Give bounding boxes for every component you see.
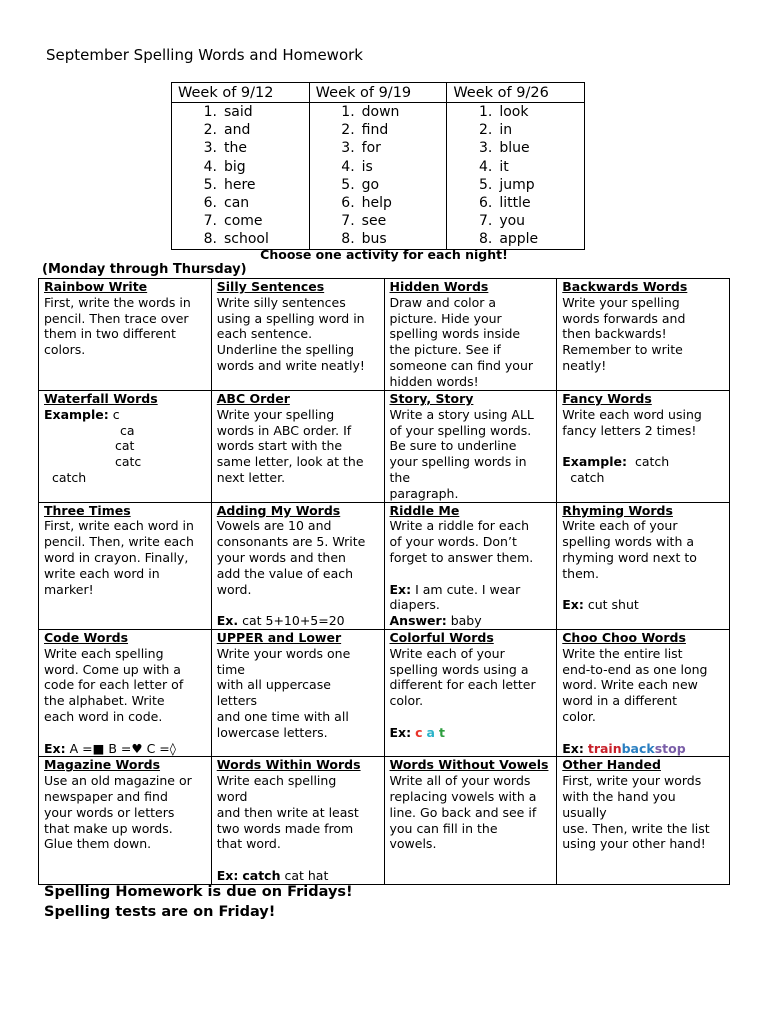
word-number: 3. bbox=[341, 140, 355, 157]
waterfall-step: catch bbox=[52, 469, 87, 485]
example-label: Example: bbox=[44, 406, 109, 422]
activity-text: with all uppercase bbox=[216, 677, 331, 693]
week-header: Week of 9/12 bbox=[172, 83, 310, 103]
activity-title: Other Handed bbox=[562, 757, 661, 773]
activity-text: spelling words inside bbox=[389, 326, 521, 342]
week-words-cell bbox=[172, 103, 310, 250]
example-value: catch bbox=[634, 454, 670, 470]
word-text: in bbox=[499, 122, 513, 139]
spelling-word bbox=[172, 194, 309, 212]
activity-text: marker! bbox=[44, 581, 94, 597]
activity-text: Write silly sentences bbox=[216, 294, 346, 310]
activity-text: spelling words with a bbox=[562, 534, 695, 550]
activity-text: the alphabet. Write bbox=[44, 693, 165, 709]
activity-text: words forwards and bbox=[562, 310, 686, 326]
activity-cell-waterfall bbox=[39, 391, 212, 503]
activity-title: Waterfall Words bbox=[44, 391, 158, 406]
activity-text: Write your spelling bbox=[216, 406, 335, 422]
spelling-word bbox=[447, 139, 584, 157]
activity-text: line. Go back and see if bbox=[389, 804, 537, 820]
spelling-word bbox=[172, 158, 309, 176]
activity-cell bbox=[39, 502, 212, 629]
spelling-word bbox=[447, 212, 584, 230]
word-text: it bbox=[499, 158, 509, 175]
activity-text: Write the entire list bbox=[562, 645, 683, 661]
activity-text: word. Write each new bbox=[562, 677, 698, 693]
word-text: apple bbox=[499, 231, 539, 248]
word-text: blue bbox=[499, 140, 530, 157]
waterfall-step: cat bbox=[115, 438, 135, 454]
example-label: Ex: bbox=[562, 740, 584, 756]
word-number: 7. bbox=[478, 213, 493, 230]
activity-text: Write all of your words bbox=[389, 773, 531, 789]
word-text: see bbox=[361, 213, 387, 230]
word-text: big bbox=[224, 158, 246, 175]
example-label: Ex: bbox=[389, 581, 412, 597]
example-value: cat 5+10+5=20 bbox=[242, 613, 345, 629]
spelling-word bbox=[172, 212, 309, 230]
activity-text: Draw and color a bbox=[389, 294, 497, 310]
word-number: 6. bbox=[203, 194, 217, 211]
activity-text: lowercase letters. bbox=[216, 724, 328, 740]
activity-text: First, write the words in bbox=[44, 294, 191, 310]
activity-title: Silly Sentences bbox=[216, 279, 325, 294]
activity-text: them. bbox=[562, 565, 599, 581]
activity-title: Magazine Words bbox=[44, 757, 161, 773]
example-label: Ex: bbox=[389, 724, 412, 740]
choo-word-part: stop bbox=[654, 740, 686, 756]
activity-text: write each word in bbox=[44, 565, 160, 581]
word-text: look bbox=[499, 104, 529, 120]
activity-text: and then write at least bbox=[216, 804, 359, 820]
activity-cell-fancy bbox=[557, 391, 730, 503]
activity-text: same letter, look at the bbox=[216, 454, 364, 470]
activity-text: then backwards! bbox=[562, 326, 667, 342]
activity-cell-riddle bbox=[384, 502, 557, 629]
example-line bbox=[562, 741, 724, 757]
activity-text: you can fill in the bbox=[389, 820, 498, 836]
spelling-word bbox=[310, 121, 447, 139]
answer-line bbox=[390, 613, 552, 629]
spelling-word bbox=[447, 121, 584, 139]
example-label: Ex: bbox=[562, 597, 584, 613]
activity-text: word. bbox=[216, 581, 252, 597]
spelling-word bbox=[172, 103, 309, 121]
activity-text: fancy letters 2 times! bbox=[562, 422, 697, 438]
spelling-word bbox=[310, 212, 447, 230]
activity-text: Write each of your bbox=[562, 518, 678, 534]
spelling-word bbox=[447, 230, 584, 248]
word-number: 1. bbox=[203, 104, 217, 120]
word-number: 8. bbox=[203, 231, 217, 248]
activity-text: that make up words. bbox=[44, 820, 173, 836]
activity-text: Use an old magazine or bbox=[44, 773, 192, 789]
activity-text: newspaper and find bbox=[44, 788, 168, 804]
activity-text: word in crayon. Finally, bbox=[44, 549, 189, 565]
activity-text: the picture. See if bbox=[389, 342, 501, 358]
activity-text: use. Then, write the list bbox=[562, 820, 710, 836]
activity-text: vowels. bbox=[389, 836, 437, 852]
spelling-word bbox=[172, 139, 309, 157]
activity-text: someone can find your bbox=[389, 357, 533, 373]
word-number: 4. bbox=[478, 158, 493, 175]
activity-text: usually bbox=[562, 804, 607, 820]
word-text: find bbox=[361, 122, 389, 139]
activity-text: Glue them down. bbox=[44, 836, 152, 852]
activity-title: Story, Story bbox=[389, 391, 474, 406]
spelling-word bbox=[310, 176, 447, 194]
week-header: Week of 9/19 bbox=[309, 83, 447, 103]
word-text: little bbox=[499, 194, 531, 211]
choose-instruction: Choose one activity for each night! bbox=[260, 247, 508, 262]
example-line bbox=[217, 613, 379, 629]
activity-cell bbox=[211, 502, 384, 629]
example-value: I am cute. I wear bbox=[415, 581, 521, 597]
activity-cell-within bbox=[211, 757, 384, 884]
spelling-word bbox=[447, 176, 584, 194]
colored-letter: a bbox=[426, 724, 435, 740]
choo-word-part: train bbox=[587, 740, 622, 756]
activity-cell bbox=[211, 279, 384, 391]
activity-cell-colorful bbox=[384, 629, 557, 756]
word-number: 4. bbox=[203, 158, 217, 175]
page-title: September Spelling Words and Homework bbox=[46, 46, 363, 64]
activity-text: Underline the spelling bbox=[216, 342, 355, 358]
example-line bbox=[44, 407, 206, 423]
colored-letter: c bbox=[415, 724, 423, 740]
activity-text: that word. bbox=[216, 836, 281, 852]
activity-cell bbox=[39, 279, 212, 391]
word-text: help bbox=[361, 194, 392, 211]
spelling-word bbox=[310, 194, 447, 212]
word-number: 5. bbox=[341, 176, 355, 193]
activity-text: picture. Hide your bbox=[389, 310, 502, 326]
activity-cell bbox=[211, 629, 384, 756]
example-line bbox=[562, 454, 724, 470]
activity-text: your words and then bbox=[216, 549, 346, 565]
spelling-word bbox=[447, 158, 584, 176]
word-text: go bbox=[361, 176, 380, 193]
footer-due-note: Spelling Homework is due on Fridays! bbox=[44, 884, 353, 900]
activity-cell bbox=[557, 502, 730, 629]
week-words-cell bbox=[309, 103, 447, 250]
activity-title: Words Without Vowels bbox=[389, 757, 549, 773]
activity-text: Vowels are 10 and bbox=[216, 518, 332, 534]
activity-text: each word in code. bbox=[44, 708, 163, 724]
activity-text: of your words. Don’t bbox=[389, 534, 517, 550]
activity-text: First, write your words bbox=[562, 773, 702, 789]
activity-title: Riddle Me bbox=[389, 502, 460, 518]
word-number: 3. bbox=[203, 140, 217, 157]
activity-cell-choo bbox=[557, 629, 730, 756]
activity-text: Be sure to underline bbox=[389, 438, 517, 454]
activity-text: Write each word using bbox=[562, 406, 702, 422]
activity-text: Write a riddle for each bbox=[389, 518, 530, 534]
activity-text: two words made from bbox=[216, 820, 354, 836]
word-number: 1. bbox=[341, 104, 355, 120]
word-number: 6. bbox=[478, 194, 493, 211]
word-number: 2. bbox=[203, 122, 217, 139]
activity-cell bbox=[39, 757, 212, 884]
activity-text: forget to answer them. bbox=[389, 549, 534, 565]
activity-title: UPPER and Lower bbox=[216, 629, 342, 645]
activity-text: time bbox=[216, 661, 245, 677]
activity-title: Rainbow Write bbox=[44, 279, 148, 294]
example-line bbox=[390, 582, 552, 598]
example-value: A =■ B =♥ C =◊ bbox=[69, 740, 176, 756]
activity-text: neatly! bbox=[562, 357, 607, 373]
activity-text: words start with the bbox=[216, 438, 343, 454]
example-value: cat hat bbox=[284, 867, 329, 883]
example-label: Ex: bbox=[44, 740, 66, 756]
activity-text: consonants are 5. Write bbox=[216, 534, 366, 550]
activity-text: pencil. Then, write each bbox=[44, 534, 194, 550]
word-number: 5. bbox=[478, 176, 493, 193]
activity-title: Rhyming Words bbox=[562, 502, 673, 518]
word-number: 8. bbox=[478, 231, 493, 248]
activity-title: Colorful Words bbox=[389, 629, 494, 645]
activity-text: First, write each word in bbox=[44, 518, 194, 534]
word-number: 4. bbox=[341, 158, 355, 175]
example-line bbox=[390, 725, 552, 741]
activity-title: Words Within Words bbox=[216, 757, 361, 773]
activity-text: next letter. bbox=[216, 469, 286, 485]
activity-cell bbox=[384, 391, 557, 503]
example-value: catch bbox=[570, 469, 605, 485]
activity-text: words and write neatly! bbox=[216, 357, 365, 373]
example-label: Ex: bbox=[216, 867, 239, 883]
word-number: 2. bbox=[478, 122, 493, 139]
activity-text: words in ABC order. If bbox=[216, 422, 352, 438]
activity-text: the bbox=[389, 469, 411, 485]
spelling-word bbox=[172, 230, 309, 248]
word-text: for bbox=[361, 140, 381, 157]
word-text: jump bbox=[499, 176, 535, 193]
activity-cell bbox=[384, 757, 557, 884]
word-text: come bbox=[224, 213, 263, 230]
activity-text: add the value of each bbox=[216, 565, 354, 581]
activity-cell bbox=[211, 391, 384, 503]
activity-text: Write a story using ALL bbox=[389, 406, 534, 422]
activity-text: rhyming word next to bbox=[562, 549, 697, 565]
activity-text: using your other hand! bbox=[562, 836, 706, 852]
activity-text: paragraph. bbox=[389, 485, 459, 501]
waterfall-step: catc bbox=[115, 454, 142, 470]
activity-text: Remember to write bbox=[562, 342, 683, 358]
word-text: is bbox=[361, 158, 373, 175]
word-text: the bbox=[224, 140, 247, 157]
activity-cell bbox=[39, 629, 212, 756]
activity-title: Adding My Words bbox=[216, 502, 341, 518]
activity-text: code for each letter of bbox=[44, 677, 184, 693]
example-line bbox=[217, 868, 379, 884]
example-word: catch bbox=[242, 867, 281, 883]
spelling-word bbox=[310, 158, 447, 176]
activity-text: word in a different bbox=[562, 693, 678, 709]
word-number: 5. bbox=[203, 176, 217, 193]
word-text: said bbox=[224, 104, 253, 120]
word-number: 7. bbox=[203, 213, 217, 230]
activity-cell bbox=[557, 279, 730, 391]
activity-text: each sentence. bbox=[216, 326, 313, 342]
activity-cell bbox=[557, 757, 730, 884]
choo-example bbox=[588, 741, 686, 756]
word-number: 2. bbox=[341, 122, 355, 139]
spelling-word bbox=[310, 103, 447, 121]
activity-text: spelling words using a bbox=[389, 661, 529, 677]
answer-label: Answer: bbox=[389, 613, 447, 629]
word-text: bus bbox=[361, 231, 387, 248]
activity-text: Write each of your bbox=[389, 645, 505, 661]
word-number: 1. bbox=[478, 104, 493, 120]
word-text: here bbox=[224, 176, 256, 193]
activity-text: letters bbox=[216, 693, 258, 709]
weekly-words-table bbox=[171, 82, 585, 250]
activity-title: Three Times bbox=[44, 502, 131, 518]
spelling-word bbox=[310, 139, 447, 157]
example-label: Example: bbox=[562, 454, 628, 470]
week-words-cell bbox=[447, 103, 585, 250]
activity-text: word. Come up with a bbox=[44, 661, 181, 677]
word-number: 3. bbox=[478, 140, 493, 157]
footer-test-note: Spelling tests are on Friday! bbox=[44, 904, 276, 920]
word-text: can bbox=[224, 194, 250, 211]
activity-text: replacing vowels with a bbox=[389, 788, 537, 804]
activity-text: Write each spelling bbox=[216, 773, 337, 789]
word-text: down bbox=[361, 104, 400, 120]
example-line bbox=[44, 741, 206, 757]
spelling-word bbox=[172, 176, 309, 194]
spelling-word bbox=[447, 103, 584, 121]
activity-title: ABC Order bbox=[216, 391, 290, 406]
activity-text: using a spelling word in bbox=[216, 310, 365, 326]
example-line bbox=[562, 597, 724, 613]
activity-title: Choo Choo Words bbox=[562, 629, 686, 645]
choo-word-part: back bbox=[621, 740, 655, 756]
activity-text: Write each spelling bbox=[44, 645, 164, 661]
activity-text: pencil. Then trace over bbox=[44, 310, 189, 326]
word-text: and bbox=[224, 122, 251, 139]
activity-title: Code Words bbox=[44, 629, 129, 645]
activity-text: your spelling words in bbox=[389, 454, 527, 470]
word-number: 7. bbox=[341, 213, 355, 230]
example-label: Ex. bbox=[216, 613, 239, 629]
example-value: cut shut bbox=[587, 597, 639, 613]
activity-text: hidden words! bbox=[389, 373, 479, 389]
example-value: diapers. bbox=[389, 597, 440, 613]
waterfall-step: ca bbox=[120, 422, 135, 438]
activity-text: and one time with all bbox=[216, 708, 349, 724]
activity-text: your words or letters bbox=[44, 804, 175, 820]
word-text: school bbox=[224, 231, 269, 248]
activity-text: word bbox=[216, 788, 248, 804]
activity-text: Write your words one bbox=[216, 645, 351, 661]
word-number: 6. bbox=[341, 194, 355, 211]
answer-value: baby bbox=[450, 613, 482, 629]
activity-text: end-to-end as one long bbox=[562, 661, 708, 677]
word-text: you bbox=[499, 213, 526, 230]
spelling-word bbox=[447, 194, 584, 212]
spelling-word bbox=[172, 121, 309, 139]
activity-grid bbox=[38, 278, 730, 885]
activity-cell bbox=[384, 279, 557, 391]
word-number: 8. bbox=[341, 231, 355, 248]
activity-title: Fancy Words bbox=[562, 391, 652, 406]
days-note: (Monday through Thursday) bbox=[42, 262, 247, 277]
activity-text: colors. bbox=[44, 342, 86, 358]
colorful-example bbox=[415, 725, 449, 740]
week-header: Week of 9/26 bbox=[447, 83, 585, 103]
activity-text: with the hand you bbox=[562, 788, 676, 804]
activity-text: different for each letter bbox=[389, 677, 536, 693]
waterfall-step: c bbox=[112, 406, 120, 422]
activity-text: Write your spelling bbox=[562, 294, 680, 310]
activity-title: Backwards Words bbox=[562, 279, 688, 294]
activity-text: of your spelling words. bbox=[389, 422, 532, 438]
activity-text: color. bbox=[389, 693, 424, 709]
spelling-word bbox=[310, 230, 447, 248]
activity-title: Hidden Words bbox=[389, 279, 489, 294]
activity-text: them in two different bbox=[44, 326, 176, 342]
colored-letter: t bbox=[438, 724, 445, 740]
activity-text: color. bbox=[562, 708, 596, 724]
